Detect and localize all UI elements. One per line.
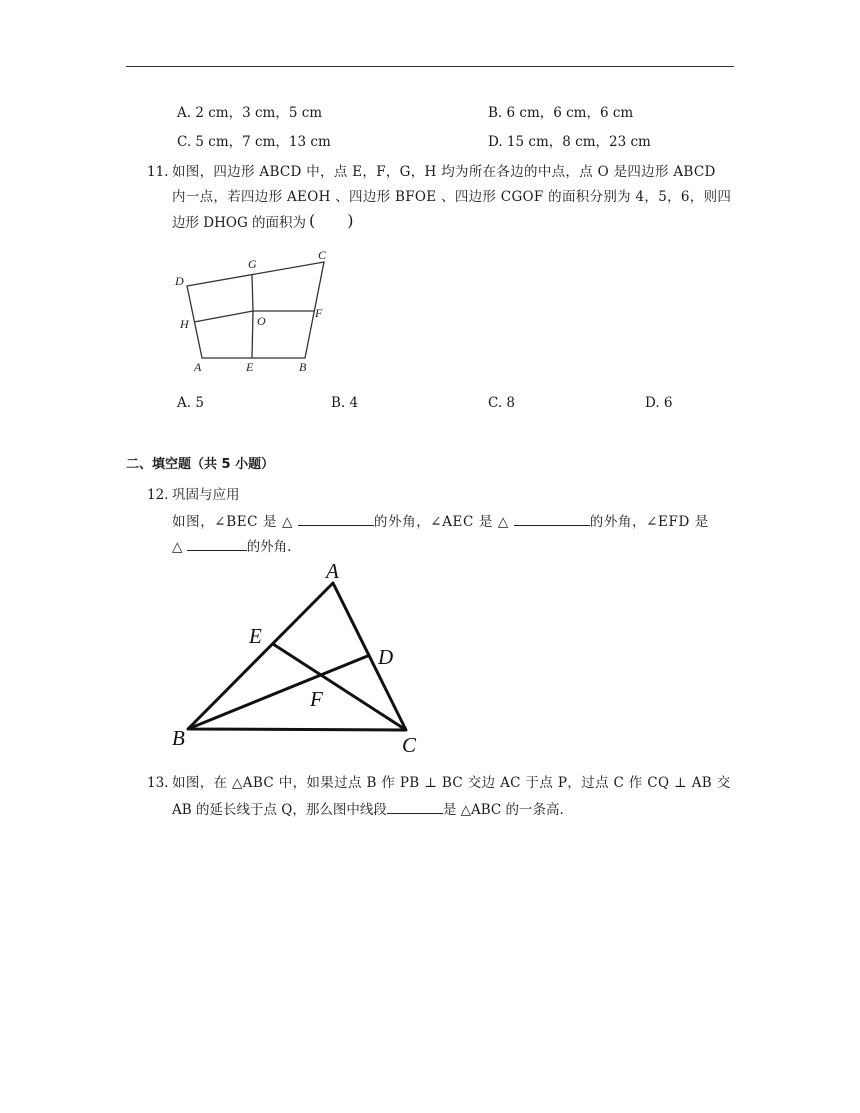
- q12-label-a: A: [326, 559, 339, 583]
- q11-option-b: B. 4: [331, 395, 359, 411]
- q11-option-d: D. 6: [645, 395, 673, 411]
- q13-number: 13.: [147, 775, 169, 791]
- q12-number: 12.: [147, 487, 169, 503]
- q11-label-d: D: [175, 274, 184, 288]
- q11-answer-paren: ( ): [309, 211, 354, 230]
- q12-text-part1: 如图，∠BEC 是 △: [172, 514, 293, 530]
- q11-text-line2: 内一点，若四边形 AEOH 、四边形 BFOE 、四边形 CGOF 的面积分别为 4，5，6，则四: [172, 189, 732, 205]
- q10-option-a: A. 2 cm，3 cm，5 cm: [177, 105, 323, 121]
- q12-label-c: C: [402, 733, 417, 757]
- section-heading: 二、填空题（共 5 小题）: [126, 457, 275, 472]
- q12-title: 巩固与应用: [172, 487, 240, 503]
- q12-label-d: D: [378, 645, 394, 669]
- q12-text-part5: 的外角.: [246, 539, 292, 555]
- q11-text-line1: 如图，四边形 ABCD 中，点 E，F，G，H 均为所在各边的中点，点 O 是四边形 ABCD: [172, 164, 716, 180]
- q11-option-a: A. 5: [177, 395, 204, 411]
- q13-text-line1: 如图，在 △ABC 中，如果过点 B 作 PB ⊥ BC 交边 AC 于点 P，过点 C 作 CQ ⊥ AB 交: [172, 775, 731, 791]
- q11-number: 11.: [147, 164, 169, 180]
- q13-text-part2: 是 △ABC 的一条高.: [442, 802, 564, 818]
- q11-label-b: B: [299, 360, 307, 374]
- q11-label-e: E: [246, 360, 254, 374]
- q13-answer-blank[interactable]: [387, 800, 443, 814]
- q13-text-part1: AB 的延长线于点 Q，那么图中线段: [172, 802, 387, 818]
- segment-bd: [188, 655, 370, 729]
- q10-option-b: B. 6 cm，6 cm，6 cm: [488, 105, 634, 121]
- q10-option-c: C. 5 cm，7 cm，13 cm: [177, 134, 331, 150]
- q11-label-f: F: [315, 306, 323, 320]
- q12-label-b: B: [172, 726, 185, 750]
- q11-label-a: A: [194, 360, 202, 374]
- q10-option-d: D. 15 cm，8 cm，23 cm: [488, 134, 651, 150]
- q12-label-f: F: [310, 687, 323, 711]
- q12-label-e: E: [249, 624, 262, 648]
- q13-text-line2: [172, 800, 564, 819]
- q11-text-line3: 边形 DHOG 的面积为: [172, 215, 307, 231]
- q11-label-h: H: [180, 317, 189, 331]
- q11-label-c: C: [318, 248, 327, 262]
- q12-text-part4: △: [172, 539, 183, 555]
- q11-label-o: O: [257, 314, 266, 328]
- q11-option-c: C. 8: [488, 395, 516, 411]
- q12-text-part3: 的外角，∠EFD 是: [589, 514, 709, 530]
- q11-label-g: G: [248, 257, 257, 271]
- q12-text-part2: 的外角，∠AEC 是 △: [373, 514, 509, 530]
